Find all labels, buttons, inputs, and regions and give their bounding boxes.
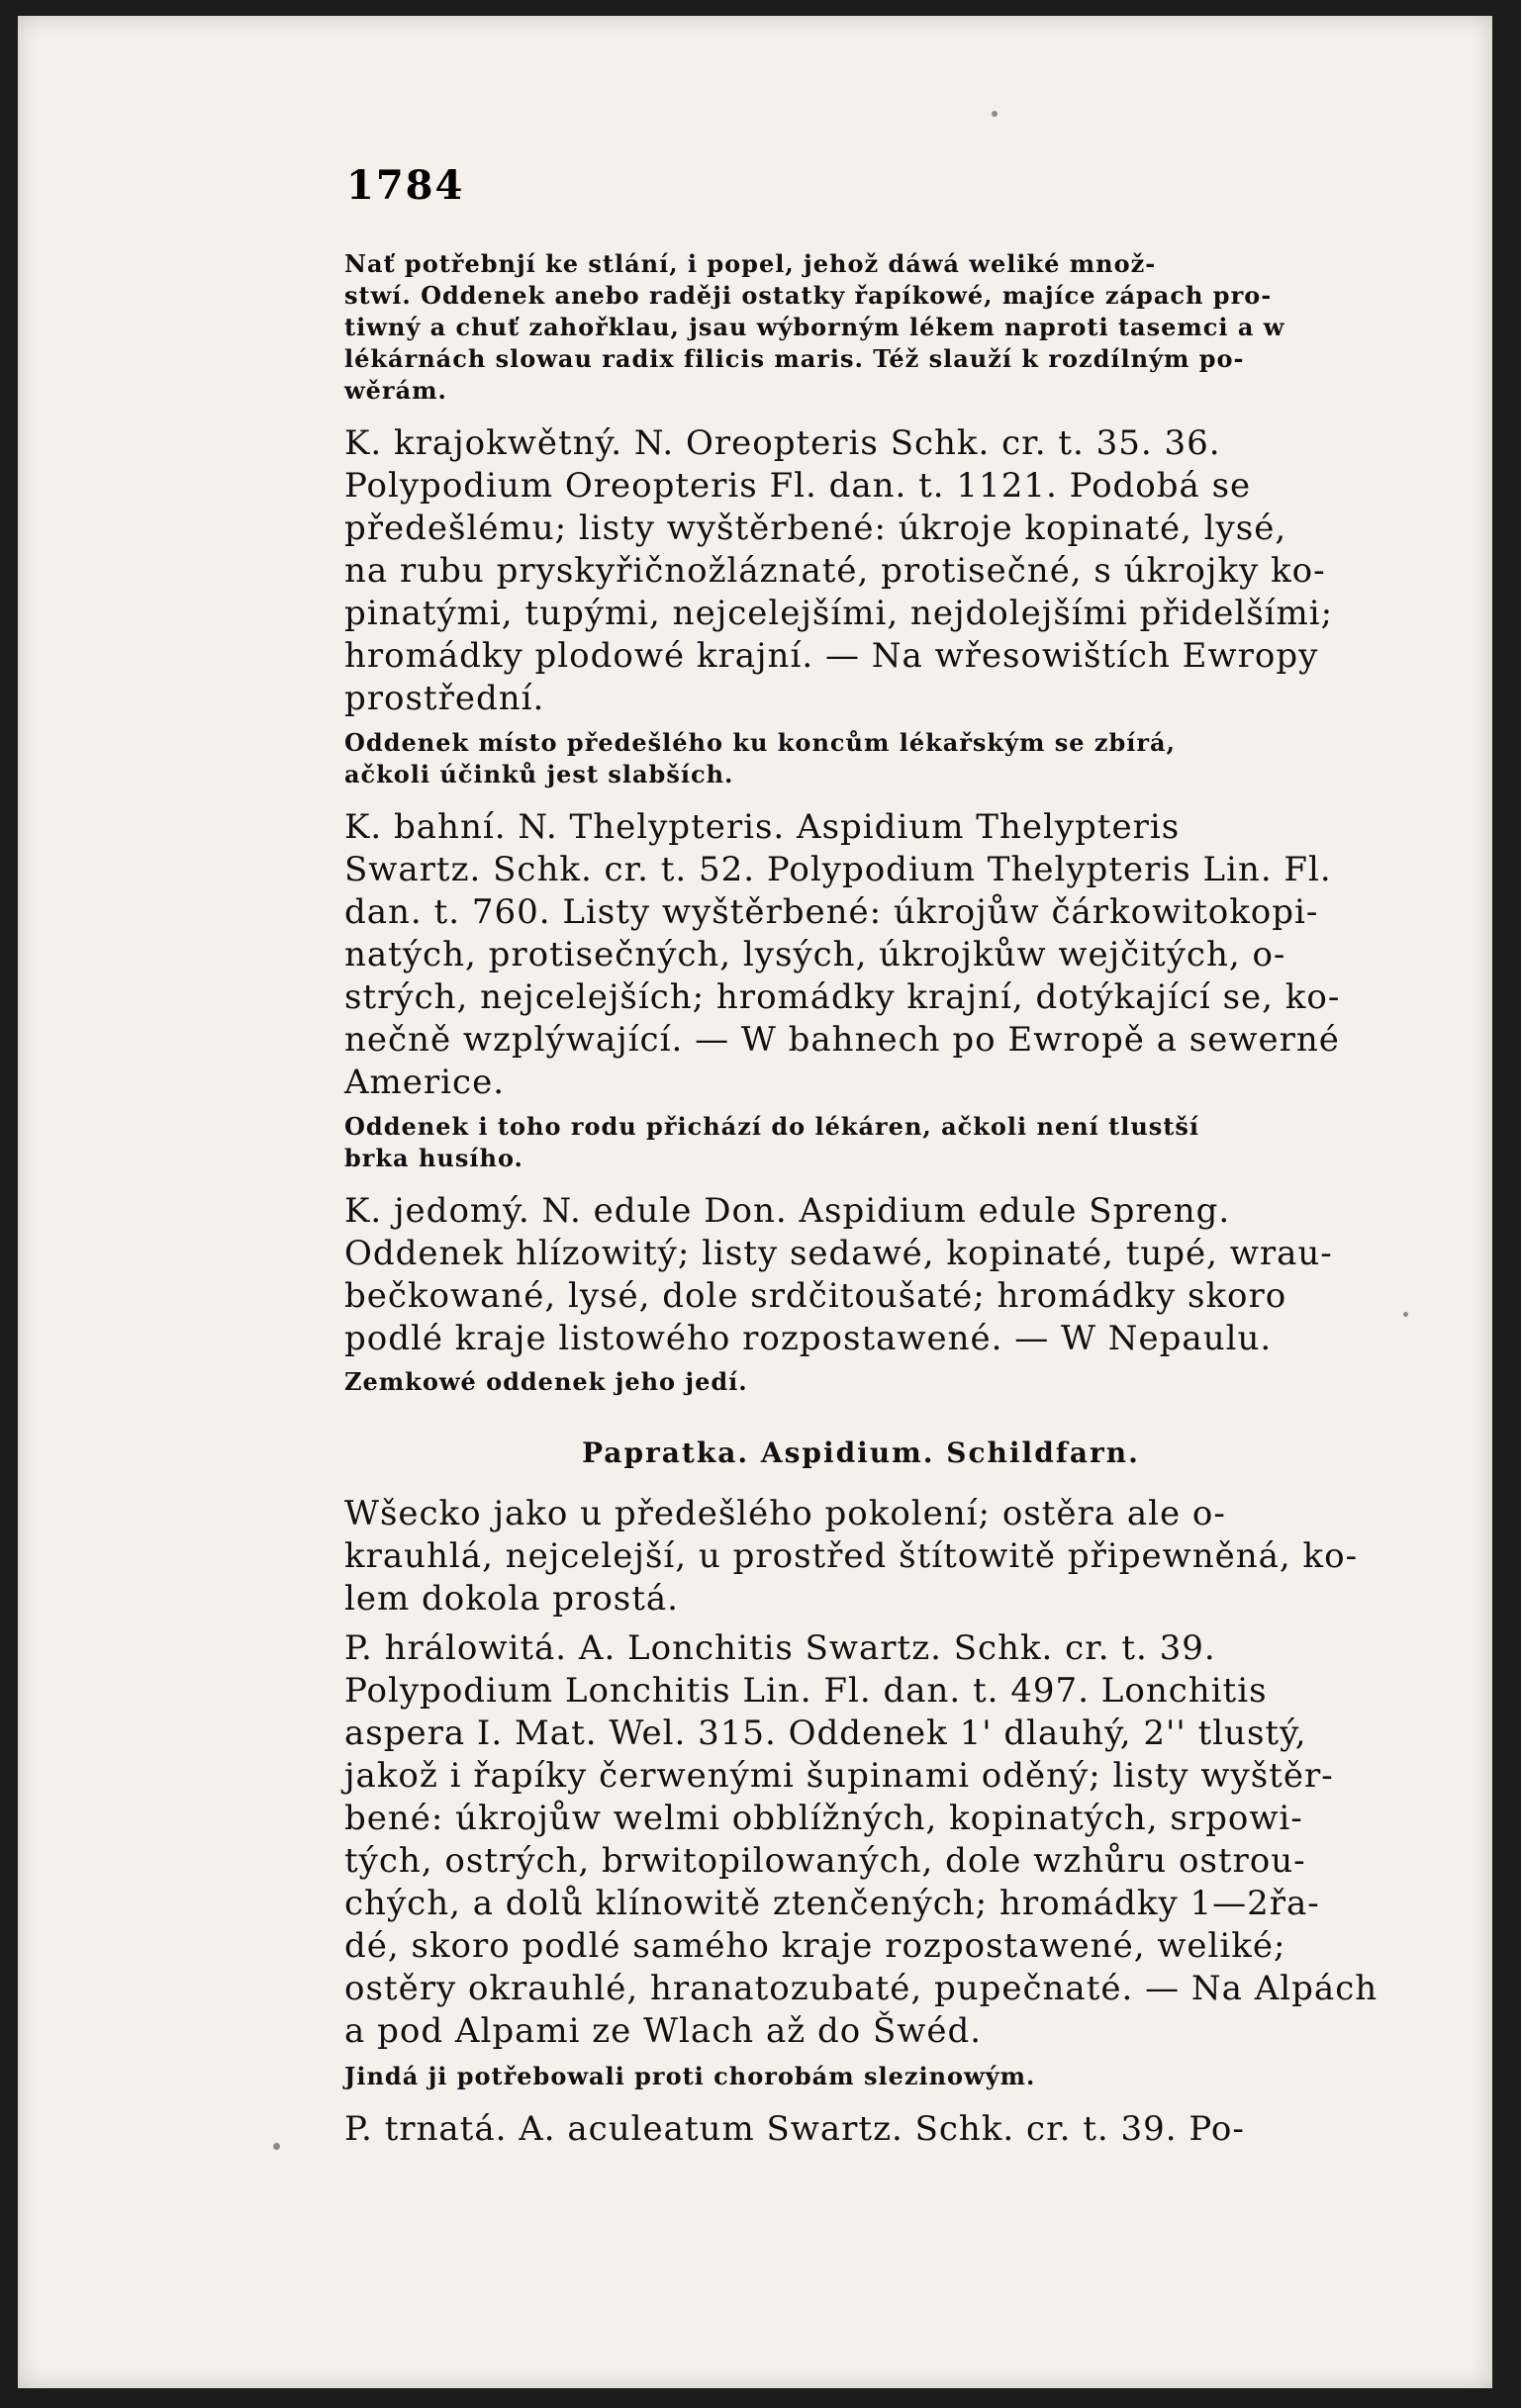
text-line: krauhlá, nejcelejší, u prostřed štítowitě připewněná, ko- — [344, 1536, 1359, 1576]
text-line: pinatými, tupými, nejcelejšími, nejdolejšími přidelšími; — [344, 594, 1334, 633]
text-line: ostěry okrauhlé, hranatozubaté, pupečnaté. — Na Alpách — [344, 1969, 1378, 2008]
text-line: Oddenek hlízowitý; listy sedawé, kopinaté, tupé, wrau- — [344, 1234, 1333, 1273]
text-line: K. bahní. N. Thelypteris. Aspidium Thelypteris — [344, 807, 1181, 847]
text-line: Americe. — [344, 1063, 506, 1102]
text-line: nečně wzplýwající. — W bahnech po Ewropě a sewerné — [344, 1020, 1340, 1060]
scan-speck — [992, 111, 998, 117]
text-line: jakož i řapíky čerwenými šupinami oděný; listy wyštěr- — [344, 1756, 1334, 1796]
text-line: Polypodium Lonchitis Lin. Fl. dan. t. 497. Lonchitis — [344, 1671, 1268, 1711]
text-line: Nať potřebnjí ke stlání, i popel, jehož dáwá weliké množ- — [344, 249, 1157, 278]
text-line: stwí. Oddenek anebo raději ostatky řapíkowé, majíce zápach pro- — [344, 281, 1273, 310]
text-line: Oddenek i toho rodu přichází do lékáren, ačkoli není tlustší — [344, 1112, 1200, 1141]
text-line: prostřední. — [344, 679, 545, 718]
text-line: na rubu pryskyřičnožláznaté, protisečné, s úkrojky ko- — [344, 551, 1326, 591]
text-line: Oddenek místo předešlého ku koncům lékařským se zbírá, — [344, 728, 1176, 757]
text-line: P. hrálowitá. A. Lonchitis Swartz. Schk. cr. t. 39. — [344, 1628, 1216, 1668]
section-heading: Papratka. Aspidium. Schildfarn. — [582, 1436, 1140, 1469]
text-line: brka husího. — [344, 1144, 523, 1172]
text-line: tiwný a chuť zahořklau, jsau wýborným lékem naproti tasemci a w — [344, 313, 1285, 341]
text-line: wěrám. — [344, 376, 447, 405]
text-line: bené: úkrojůw welmi obblížných, kopinatých, srpowi- — [344, 1799, 1303, 1838]
text-line: Jindá ji potřebowali proti chorobám slezinowým. — [344, 2062, 1036, 2090]
text-line: bečkowané, lysé, dole srdčitoušaté; hromádky skoro — [344, 1276, 1287, 1316]
text-line: natých, protisečných, lysých, úkrojkůw wejčitých, o- — [344, 935, 1286, 974]
text-line: K. krajokwětný. N. Oreopteris Schk. cr. t. 35. 36. — [344, 423, 1221, 463]
scan-speck — [273, 2143, 280, 2150]
text-line: podlé kraje listowého rozpostawené. — W Nepaulu. — [344, 1319, 1273, 1358]
text-line: aspera I. Mat. Wel. 315. Oddenek 1' dlauhý, 2'' tlustý, — [344, 1713, 1307, 1753]
page-number: 1784 — [346, 162, 465, 209]
text-line: lékárnách slowau radix filicis maris. Též slauží k rozdílným po- — [344, 344, 1245, 373]
text-line: chých, a dolů klínowitě ztenčených; hromádky 1—2řa- — [344, 1884, 1320, 1923]
text-line: hromádky plodowé krajní. — Na wřesowištích Ewropy — [344, 636, 1319, 676]
text-line: strých, nejcelejších; hromádky krajní, dotýkající se, ko- — [344, 977, 1341, 1017]
text-line: ačkoli účinků jest slabších. — [344, 760, 734, 788]
text-line: Wšecko jako u předešlého pokolení; ostěra ale o- — [344, 1494, 1226, 1533]
text-line: lem dokola prostá. — [344, 1579, 679, 1619]
book-page — [18, 16, 1492, 2388]
text-line: tých, ostrých, brwitopilowaných, dole wzhůru ostrou- — [344, 1841, 1306, 1881]
text-line: K. jedomý. N. edule Don. Aspidium edule Spreng. — [344, 1191, 1231, 1231]
text-line: Polypodium Oreopteris Fl. dan. t. 1121. Podobá se — [344, 466, 1252, 506]
text-line: dé, skoro podlé samého kraje rozpostawené, weliké; — [344, 1926, 1286, 1966]
text-line: a pod Alpami ze Wlach až do Šwéd. — [344, 2011, 983, 2051]
text-line: Swartz. Schk. cr. t. 52. Polypodium Thelypteris Lin. Fl. — [344, 850, 1332, 889]
text-line: P. trnatá. A. aculeatum Swartz. Schk. cr. t. 39. Po- — [344, 2109, 1245, 2149]
text-line: dan. t. 760. Listy wyštěrbené: úkrojůw čárkowitokopi- — [344, 892, 1319, 932]
scan-speck — [1403, 1312, 1408, 1317]
text-line: Zemkowé oddenek jeho jedí. — [344, 1367, 748, 1396]
text-line: předešlému; listy wyštěrbené: úkroje kopinaté, lysé, — [344, 509, 1287, 548]
